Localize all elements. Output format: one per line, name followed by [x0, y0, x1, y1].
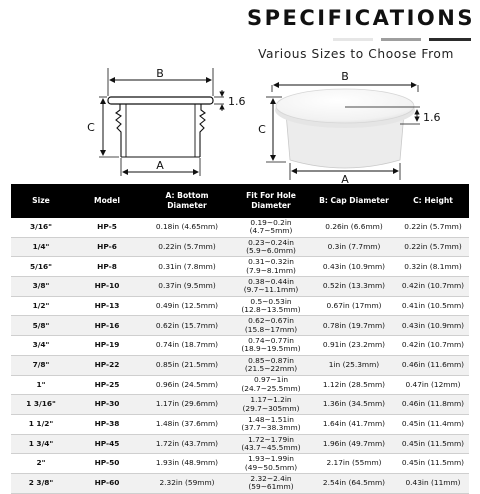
cell-model: HP-38 [71, 414, 143, 434]
table-row [11, 395, 469, 415]
cell-cap-diameter: 0.43in (10.9mm) [311, 257, 397, 277]
cell-model: HP-19 [71, 336, 143, 356]
label-thickness-right: 1.6 [423, 111, 441, 124]
cell-height: 0.42in (10.7mm) [397, 336, 469, 356]
cell-size: 1 1/2" [11, 414, 71, 434]
table-row [11, 257, 469, 277]
cell-height: 0.42in (10.7mm) [397, 277, 469, 297]
specifications-table [11, 184, 469, 494]
cell-cap-diameter: 1.64in (41.7mm) [311, 414, 397, 434]
cell-hole-diameter: 0.97~1in (24.7~25.5mm) [231, 375, 311, 395]
cell-bottom-diameter: 0.22in (5.7mm) [143, 237, 231, 257]
cell-size: 1 3/4" [11, 434, 71, 454]
cell-height: 0.45in (11.4mm) [397, 414, 469, 434]
cell-cap-diameter: 1.12in (28.5mm) [311, 375, 397, 395]
cell-size: 5/16" [11, 257, 71, 277]
cell-model: HP-16 [71, 316, 143, 336]
cell-height: 0.43in (11mm) [397, 473, 469, 493]
cell-bottom-diameter: 0.18in (4.65mm) [143, 218, 231, 237]
cell-model: HP-6 [71, 237, 143, 257]
table-row [11, 296, 469, 316]
cell-bottom-diameter: 0.74in (18.7mm) [143, 336, 231, 356]
cell-bottom-diameter: 0.85in (21.5mm) [143, 355, 231, 375]
header-cap-diameter: B: Cap Diameter [311, 184, 397, 218]
table-row [11, 375, 469, 395]
page-subtitle: Various Sizes to Choose From [258, 47, 454, 61]
cell-size: 7/8" [11, 355, 71, 375]
table-row [11, 434, 469, 454]
table-row [11, 277, 469, 297]
label-a-left: A [156, 159, 164, 172]
header-bottom-diameter: A: Bottom Diameter [143, 184, 231, 218]
cell-hole-diameter: 1.93~1.99in (49~50.5mm) [231, 454, 311, 474]
cell-hole-diameter: 1.17~1.2in (29.7~305mm) [231, 395, 311, 415]
label-a-right: A [341, 173, 349, 184]
cell-size: 1/2" [11, 296, 71, 316]
table-row [11, 237, 469, 257]
cell-bottom-diameter: 0.62in (15.7mm) [143, 316, 231, 336]
cell-model: HP-45 [71, 434, 143, 454]
table-row [11, 414, 469, 434]
cell-size: 5/8" [11, 316, 71, 336]
cell-bottom-diameter: 0.49in (12.5mm) [143, 296, 231, 316]
dimension-diagrams [0, 0, 480, 184]
cell-model: HP-5 [71, 218, 143, 237]
cell-hole-diameter: 2.32~2.4in (59~61mm) [231, 473, 311, 493]
cell-cap-diameter: 2.17in (55mm) [311, 454, 397, 474]
cell-cap-diameter: 0.78in (19.7mm) [311, 316, 397, 336]
cell-height: 0.43in (10.9mm) [397, 316, 469, 336]
cell-bottom-diameter: 2.32in (59mm) [143, 473, 231, 493]
cell-bottom-diameter: 1.72in (43.7mm) [143, 434, 231, 454]
table-row [11, 355, 469, 375]
cell-height: 0.22in (5.7mm) [397, 218, 469, 237]
cell-hole-diameter: 0.38~0.44in (9.7~11.1mm) [231, 277, 311, 297]
table-row [11, 316, 469, 336]
label-c-left: C [87, 121, 95, 134]
cell-bottom-diameter: 1.93in (48.9mm) [143, 454, 231, 474]
cell-model: HP-50 [71, 454, 143, 474]
label-b-right: B [341, 70, 349, 83]
cell-bottom-diameter: 0.37in (9.5mm) [143, 277, 231, 297]
cell-hole-diameter: 1.48~1.51in (37.7~38.3mm) [231, 414, 311, 434]
label-thickness-left: 1.6 [228, 95, 246, 108]
cell-height: 0.46in (11.6mm) [397, 355, 469, 375]
cell-size: 1" [11, 375, 71, 395]
cell-hole-diameter: 0.74~0.77in (18.9~19.5mm) [231, 336, 311, 356]
cell-model: HP-22 [71, 355, 143, 375]
cell-cap-diameter: 0.52in (13.3mm) [311, 277, 397, 297]
page-title: SPECIFICATIONS [247, 6, 475, 30]
cell-height: 0.32in (8.1mm) [397, 257, 469, 277]
cell-height: 0.41in (10.5mm) [397, 296, 469, 316]
cell-cap-diameter: 0.26in (6.6mm) [311, 218, 397, 237]
label-b-left: B [156, 67, 164, 80]
cell-size: 3/8" [11, 277, 71, 297]
header-size: Size [11, 184, 71, 218]
cell-model: HP-60 [71, 473, 143, 493]
cell-height: 0.45in (11.5mm) [397, 434, 469, 454]
cell-model: HP-10 [71, 277, 143, 297]
cell-hole-diameter: 0.31~0.32in (7.9~8.1mm) [231, 257, 311, 277]
cell-hole-diameter: 0.5~0.53in (12.8~13.5mm) [231, 296, 311, 316]
cell-cap-diameter: 0.3in (7.7mm) [311, 237, 397, 257]
table-row [11, 473, 469, 493]
cell-hole-diameter: 0.23~0.24in (5.9~6.0mm) [231, 237, 311, 257]
header-height: C: Height [397, 184, 469, 218]
table-row [11, 218, 469, 237]
cell-cap-diameter: 1.96in (49.7mm) [311, 434, 397, 454]
table-row [11, 454, 469, 474]
label-c-right: C [258, 123, 266, 136]
header-model: Model [71, 184, 143, 218]
cell-cap-diameter: 1.36in (34.5mm) [311, 395, 397, 415]
cell-model: HP-8 [71, 257, 143, 277]
cell-hole-diameter: 0.62~0.67in (15.8~17mm) [231, 316, 311, 336]
cell-model: HP-30 [71, 395, 143, 415]
cell-height: 0.45in (11.5mm) [397, 454, 469, 474]
hole-plug-illustration [258, 70, 440, 184]
table-row [11, 336, 469, 356]
cross-section-drawing [87, 67, 245, 176]
cell-cap-diameter: 0.67in (17mm) [311, 296, 397, 316]
cell-height: 0.22in (5.7mm) [397, 237, 469, 257]
cell-bottom-diameter: 1.48in (37.6mm) [143, 414, 231, 434]
cell-hole-diameter: 1.72~1.79in (43.7~45.5mm) [231, 434, 311, 454]
header-hole-diameter: Fit For Hole Diameter [231, 184, 311, 218]
table-header-row [11, 184, 469, 218]
cell-size: 3/4" [11, 336, 71, 356]
cell-size: 1/4" [11, 237, 71, 257]
cell-cap-diameter: 0.91in (23.2mm) [311, 336, 397, 356]
cell-size: 2 3/8" [11, 473, 71, 493]
cell-hole-diameter: 0.85~0.87in (21.5~22mm) [231, 355, 311, 375]
cell-height: 0.46in (11.8mm) [397, 395, 469, 415]
cell-model: HP-25 [71, 375, 143, 395]
cell-size: 2" [11, 454, 71, 474]
cell-bottom-diameter: 1.17in (29.6mm) [143, 395, 231, 415]
cell-bottom-diameter: 0.96in (24.5mm) [143, 375, 231, 395]
cell-cap-diameter: 2.54in (64.5mm) [311, 473, 397, 493]
cell-bottom-diameter: 0.31in (7.8mm) [143, 257, 231, 277]
cell-cap-diameter: 1in (25.3mm) [311, 355, 397, 375]
cell-size: 3/16" [11, 218, 71, 237]
cell-hole-diameter: 0.19~0.2in (4.7~5mm) [231, 218, 311, 237]
cell-size: 1 3/16" [11, 395, 71, 415]
cell-height: 0.47in (12mm) [397, 375, 469, 395]
cell-model: HP-13 [71, 296, 143, 316]
